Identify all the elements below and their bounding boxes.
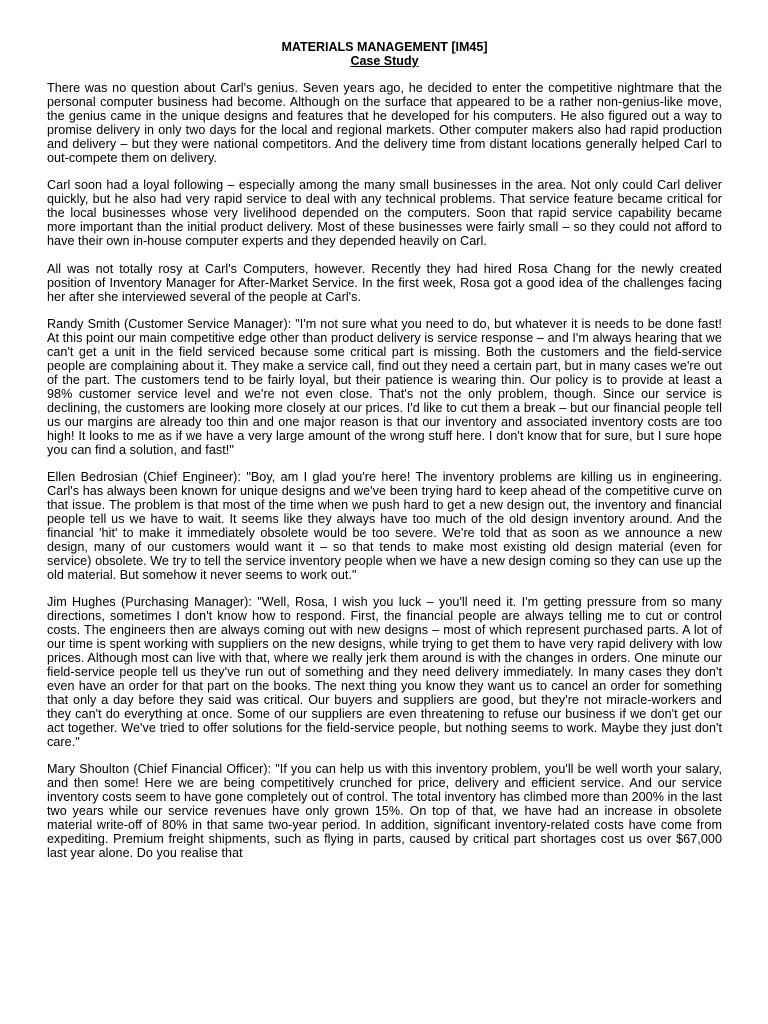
paragraph-randy-smith: Randy Smith (Customer Service Manager): "I'm not sure what you need to do, but whatever it is needs to be done fast! At this point our main competitive edge other than product delivery is service response – and I'm always hearing that we can't get a unit in the field serviced because some critical part is missing. Both the customers and the field-service people are complaining about it. They make a service call, find out they need a certain part, but in many cases we're out of the part. The customers tend to be fairly loyal, but their patience is wearing thin. Our policy is to provide at least a 98% customer service level and we're not even close. That's not the only problem, though. Since our service is declining, the customers are looking more closely at our prices. I'd like to cut them a break – but our financial people tell us our margins are already too thin and one major reason is that our inventory and associated inventory costs are too high! It looks to me as if we have a very large amount of the wrong stuff here. I don't know that for sure, but I sure hope you can find a solution, and fast!" — [47, 317, 722, 457]
document-page — [47, 40, 722, 875]
paragraph-rosa-chang: All was not totally rosy at Carl's Computers, however. Recently they had hired Rosa Chang for the newly created position of Inventory Manager for After-Market Service. In the first week, Rosa got a good idea of the challenges facing her after she interviewed several of the people at Carl's. — [47, 261, 722, 304]
paragraph-intro: There was no question about Carl's genius. Seven years ago, he decided to enter the competitive nightmare that the personal computer business had become. Although on the surface that appeared to be a rather non-genius-like move, the genius came in the unique designs and features that he developed for his computers. He also figured out a way to promise delivery in only two days for the local and regional markets. Other computer makers also had rapid production and delivery – but they were national competitors. And the delivery time from distant locations generally helped Carl to out-compete them on delivery. — [47, 81, 722, 165]
paragraph-loyal-following: Carl soon had a loyal following – especially among the many small businesses in the area. Not only could Carl deliver quickly, but he also had very rapid service to deal with any technical problems. That service feature became critical for the local businesses whose very livelihood depended on the computers. Soon that rapid service capability became more important than the initial product delivery. Most of these businesses were fairly small – so they could not afford to have their own in-house computer experts and they depended heavily on Carl. — [47, 178, 722, 248]
paragraph-jim-hughes: Jim Hughes (Purchasing Manager): "Well, Rosa, I wish you luck – you'll need it. I'm getting pressure from so many directions, sometimes I don't know how to respond. First, the financial people are always telling me to cut or control costs. The engineers then are always coming out with new designs – most of which represent purchased parts. A lot of our time is spent working with suppliers on the new designs, while trying to get them to have very rapid delivery with low prices. Although most can live with that, where we really jerk them around is with the changes in orders. One minute our field-service people tell us they've run out of something and they need delivery immediately. In many cases they don't even have an order for that part on the books. The next thing you know they want us to cancel an order for something that only a day before they said was critical. Our buyers and suppliers are good, but they're not miracle-workers and they can't do everything at once. Some of our suppliers are even threatening to refuse our business if we don't get our act together. We've tried to offer solutions for the field-service people, but nothing seems to work. Maybe they just don't care." — [47, 595, 722, 749]
document-title: MATERIALS MANAGEMENT [IM45] — [281, 40, 488, 54]
document-subtitle: Case Study — [350, 54, 419, 68]
paragraph-ellen-bedrosian: Ellen Bedrosian (Chief Engineer): "Boy, am I glad you're here! The inventory problems are killing us in engineering. Carl's has always been known for unique designs and we've been trying hard to keep ahead of the competitive curve on that issue. The problem is that most of the time when we push hard to get a new design out, the inventory and financial people tell us we have to wait. It seems like they always have too much of the old design inventory around. And the financial 'hit' to make it immediately obsolete would be too severe. We're told that as soon as we announce a new design, many of our customers would want it – so that tends to make most existing old design material (even for service) obsolete. We try to tell the service inventory people when we have a new design coming so they can use up the old material. But somehow it never seems to work out." — [47, 470, 722, 582]
paragraph-mary-shoulton: Mary Shoulton (Chief Financial Officer): "If you can help us with this inventory problem, you'll be well worth your salary, and then some! Here we are being competitively crunched for price, delivery and efficient service. And our service inventory costs seem to have gone completely out of control. The total inventory has climbed more than 200% in the last two years while our service revenues have only grown 15%. On top of that, we have had an increase in obsolete material write-off of 80% in that same two-year period. In addition, significant inventory-related costs have come from expediting. Premium freight shipments, such as flying in parts, caused by critical part shortages cost us over $67,000 last year alone. Do you realise that — [47, 762, 722, 860]
